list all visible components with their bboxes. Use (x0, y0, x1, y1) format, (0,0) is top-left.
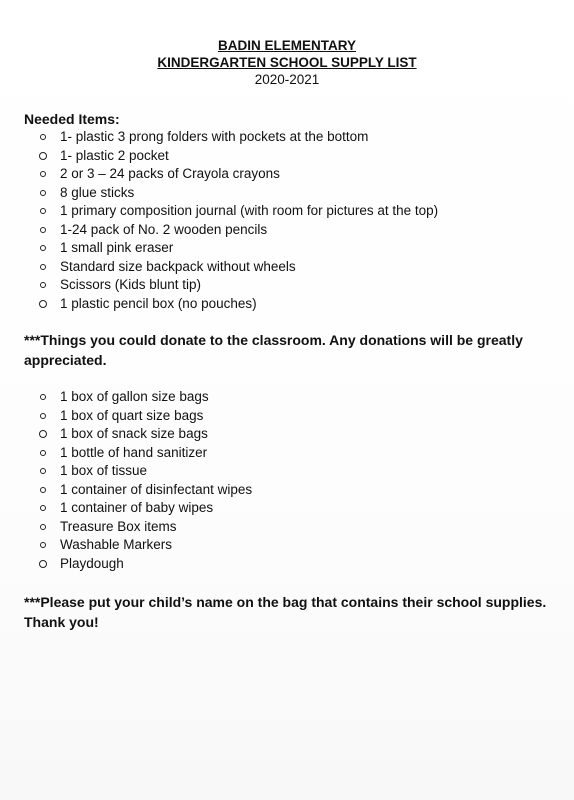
list-item: 1- plastic 2 pocket (40, 147, 438, 166)
donations-list (40, 388, 252, 573)
school-name: BADIN ELEMENTARY (218, 38, 356, 53)
bullet-icon (40, 487, 46, 493)
bullet-icon (39, 300, 47, 308)
bullet-icon (40, 542, 46, 548)
list-item: 1 plastic pencil box (no pouches) (40, 295, 438, 314)
list-item: Treasure Box items (40, 518, 252, 537)
bullet-icon (40, 505, 46, 511)
list-item: Scissors (Kids blunt tip) (40, 276, 438, 295)
bullet-icon (39, 430, 47, 438)
list-item: 1 box of snack size bags (40, 425, 252, 444)
bullet-icon (40, 134, 46, 140)
bullet-icon (40, 245, 46, 251)
bullet-icon (40, 394, 46, 400)
needed-items-heading: Needed Items: (24, 111, 120, 127)
list-item: 1 box of quart size bags (40, 407, 252, 426)
document-title: KINDERGARTEN SCHOOL SUPPLY LIST (157, 55, 417, 70)
bullet-icon (40, 171, 46, 177)
bullet-icon (40, 524, 46, 530)
footer-note: ***Please put your child’s name on the bag that contains their school supplies. Thank you! (24, 594, 547, 630)
bullet-icon (40, 450, 46, 456)
bullet-icon (40, 468, 46, 474)
list-item: 1 small pink eraser (40, 239, 438, 258)
list-item: 1 box of tissue (40, 462, 252, 481)
list-item: Washable Markers (40, 536, 252, 555)
bullet-icon (39, 560, 47, 568)
bullet-icon (39, 152, 47, 160)
school-year: 2020-2021 (254, 72, 320, 87)
bullet-icon (40, 282, 46, 288)
list-item: 2 or 3 – 24 packs of Crayola crayons (40, 165, 438, 184)
needed-items-list (40, 128, 438, 313)
list-item: 1 primary composition journal (with room for pictures at the top) (40, 202, 438, 221)
list-item: 1-24 pack of No. 2 wooden pencils (40, 221, 438, 240)
list-item: 1 bottle of hand sanitizer (40, 444, 252, 463)
list-item: 8 glue sticks (40, 184, 438, 203)
list-item: 1- plastic 3 prong folders with pockets at the bottom (40, 128, 438, 147)
document-header (0, 37, 574, 88)
bullet-icon (40, 208, 46, 214)
bullet-icon (40, 264, 46, 270)
list-item: 1 container of baby wipes (40, 499, 252, 518)
bullet-icon (40, 413, 46, 419)
donations-heading: ***Things you could donate to the classroom. Any donations will be greatly appreciated. (24, 332, 523, 368)
bullet-icon (40, 190, 46, 196)
list-item: Standard size backpack without wheels (40, 258, 438, 277)
bullet-icon (40, 227, 46, 233)
list-item: 1 container of disinfectant wipes (40, 481, 252, 500)
list-item: 1 box of gallon size bags (40, 388, 252, 407)
list-item: Playdough (40, 555, 252, 574)
